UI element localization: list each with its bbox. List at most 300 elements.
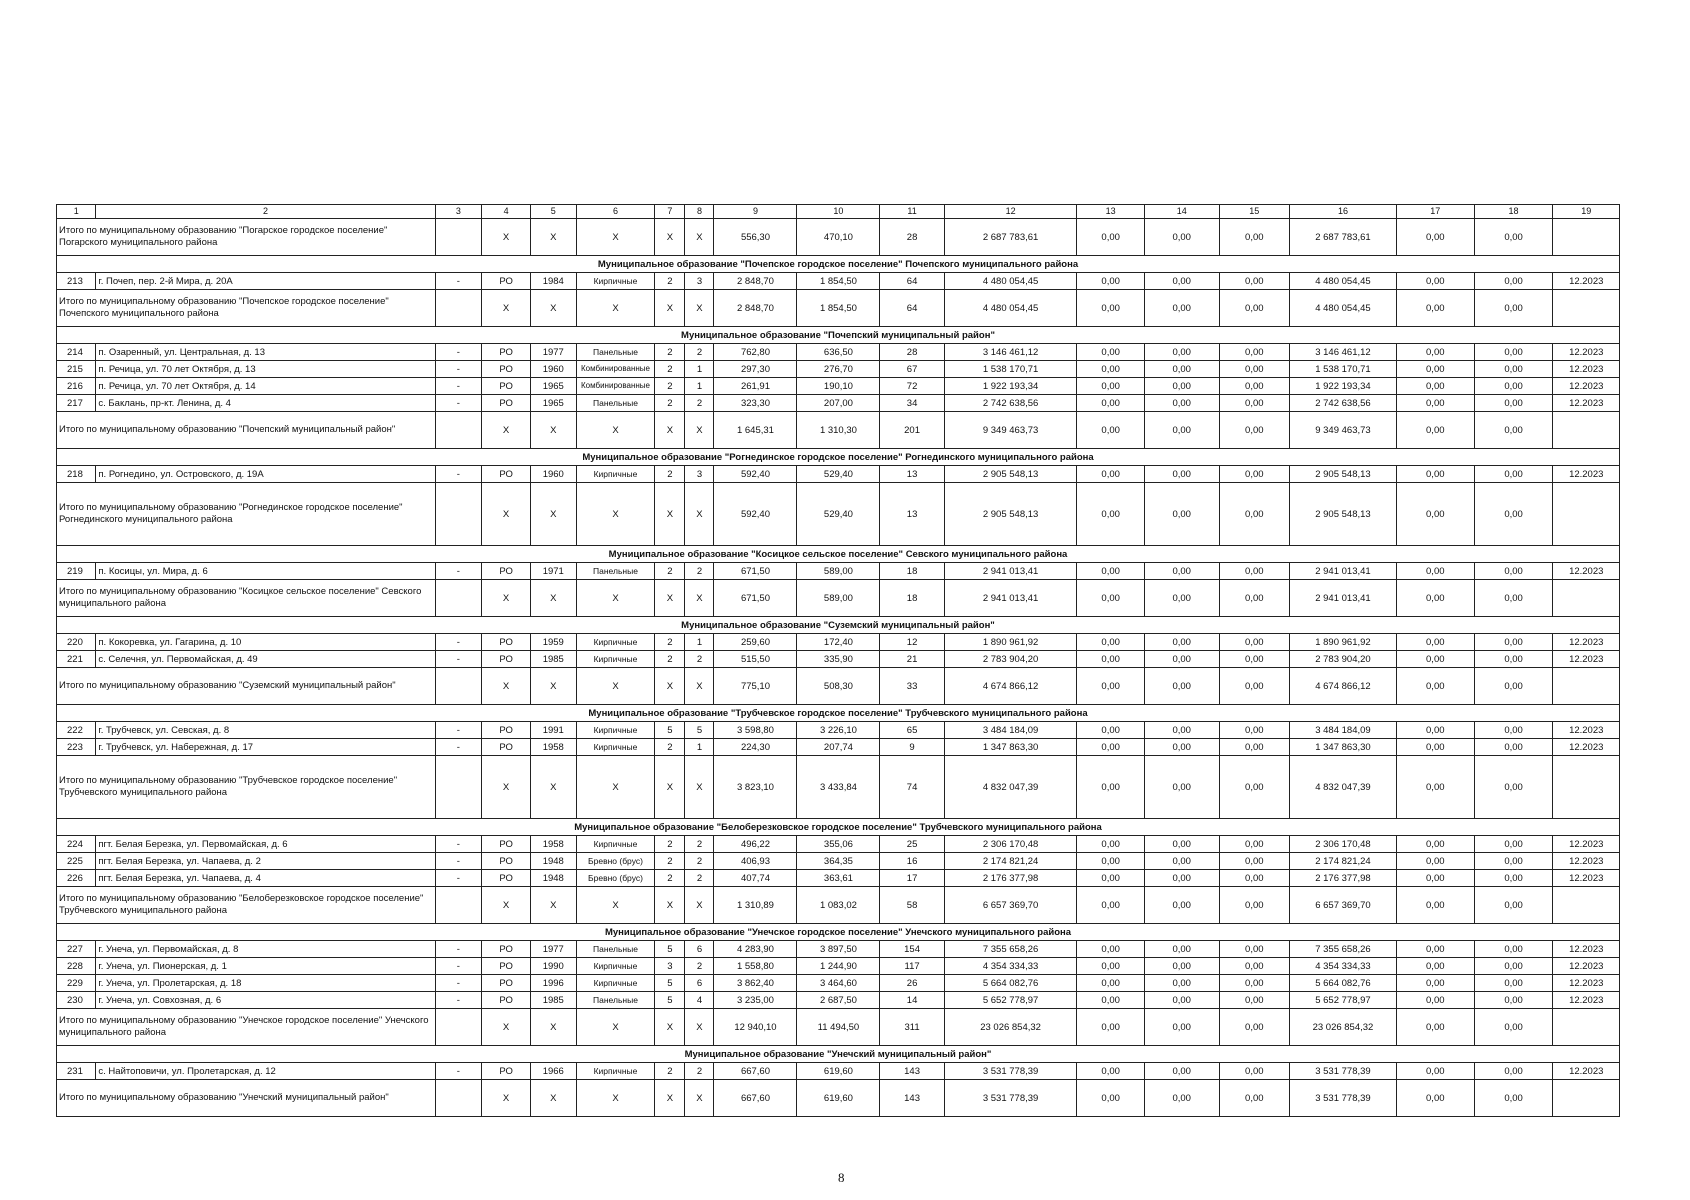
- table-cell: 0,00: [1077, 344, 1144, 361]
- subtotal-cell: 3 531 778,39: [1290, 1080, 1397, 1117]
- table-cell: РО: [482, 634, 531, 651]
- table-cell: 1971: [530, 563, 576, 580]
- table-cell: 0,00: [1396, 836, 1474, 853]
- subtotal-cell: 775,10: [714, 668, 797, 705]
- table-cell: 406,93: [714, 853, 797, 870]
- table-cell: 0,00: [1077, 651, 1144, 668]
- table-cell: 12.2023: [1553, 836, 1620, 853]
- table-cell: 65: [880, 722, 944, 739]
- table-row: [57, 651, 1620, 668]
- table-cell: 2: [685, 395, 714, 412]
- table-cell: РО: [482, 836, 531, 853]
- table-cell: 0,00: [1077, 739, 1144, 756]
- table-cell: 0,00: [1144, 853, 1219, 870]
- table-cell: 1 347 863,30: [1290, 739, 1397, 756]
- table-cell: 0,00: [1396, 941, 1474, 958]
- subtotal-cell: 11 494,50: [797, 1009, 880, 1046]
- table-cell: 13: [880, 466, 944, 483]
- subtotal-label: Итого по муниципальному образованию "Погарское городское поселение" Погарского муниципального района: [57, 219, 436, 256]
- subtotal-cell: 0,00: [1396, 219, 1474, 256]
- table-cell: 0,00: [1219, 853, 1290, 870]
- table-cell: 0,00: [1219, 992, 1290, 1009]
- table-cell: 12.2023: [1553, 378, 1620, 395]
- subtotal-cell: 13: [880, 483, 944, 546]
- table-row: [57, 361, 1620, 378]
- wall-material-cell: Кирпичные: [576, 958, 655, 975]
- row-number-cell: 214: [57, 344, 96, 361]
- subtotal-cell: 619,60: [797, 1080, 880, 1117]
- table-cell: -: [435, 958, 482, 975]
- table-cell: 3 146 461,12: [944, 344, 1077, 361]
- table-cell: -: [435, 273, 482, 290]
- address-cell: с. Найтоповичи, ул. Пролетарская, д. 12: [96, 1063, 435, 1080]
- table-cell: 207,74: [797, 739, 880, 756]
- subtotal-cell: 58: [880, 887, 944, 924]
- subtotal-cell: 0,00: [1396, 756, 1474, 819]
- table-cell: 1 890 961,92: [944, 634, 1077, 651]
- table-cell: 0,00: [1219, 958, 1290, 975]
- table-cell: 589,00: [797, 563, 880, 580]
- subtotal-cell: 0,00: [1219, 1080, 1290, 1117]
- table-cell: 0,00: [1396, 634, 1474, 651]
- subtotal-label: Итого по муниципальному образованию "Косицкое сельское поселение" Севского муниципального района: [57, 580, 436, 617]
- table-cell: 2: [685, 853, 714, 870]
- table-cell: 3 484 184,09: [944, 722, 1077, 739]
- section-header-row: [57, 256, 1620, 273]
- table-cell: 0,00: [1474, 722, 1553, 739]
- table-cell: 2: [655, 563, 685, 580]
- table-cell: -: [435, 378, 482, 395]
- column-number-cell: 12: [944, 205, 1077, 219]
- row-number-cell: 223: [57, 739, 96, 756]
- table-cell: 12: [880, 634, 944, 651]
- table-row: [57, 344, 1620, 361]
- table-cell: РО: [482, 853, 531, 870]
- subtotal-cell: [435, 756, 482, 819]
- table-cell: 0,00: [1474, 870, 1553, 887]
- wall-material-cell: Бревно (брус): [576, 853, 655, 870]
- address-cell: с. Баклань, пр-кт. Ленина, д. 4: [96, 395, 435, 412]
- subtotal-cell: 0,00: [1396, 580, 1474, 617]
- address-cell: п. Кокоревка, ул. Гагарина, д. 10: [96, 634, 435, 651]
- table-cell: 0,00: [1474, 273, 1553, 290]
- table-cell: 0,00: [1144, 975, 1219, 992]
- table-cell: 1: [685, 634, 714, 651]
- table-cell: 0,00: [1219, 870, 1290, 887]
- address-cell: п. Речица, ул. 70 лет Октября, д. 14: [96, 378, 435, 395]
- subtotal-cell: [1553, 290, 1620, 327]
- column-number-cell: 1: [57, 205, 96, 219]
- section-title: Муниципальное образование "Рогнединское городское поселение" Рогнединского муниципального района: [57, 449, 1620, 466]
- subtotal-label: Итого по муниципальному образованию "Суземский муниципальный район": [57, 668, 436, 705]
- table-cell: 297,30: [714, 361, 797, 378]
- table-cell: 1965: [530, 395, 576, 412]
- subtotal-cell: 0,00: [1144, 580, 1219, 617]
- wall-material-cell: Панельные: [576, 941, 655, 958]
- subtotal-cell: X: [530, 1080, 576, 1117]
- table-cell: 2: [655, 870, 685, 887]
- table-cell: 0,00: [1474, 853, 1553, 870]
- table-cell: 0,00: [1474, 344, 1553, 361]
- subtotal-cell: X: [576, 290, 655, 327]
- subtotal-cell: 0,00: [1396, 668, 1474, 705]
- subtotal-cell: X: [655, 580, 685, 617]
- table-cell: 207,00: [797, 395, 880, 412]
- table-cell: 0,00: [1144, 870, 1219, 887]
- subtotal-cell: 1 083,02: [797, 887, 880, 924]
- table-cell: 0,00: [1396, 722, 1474, 739]
- subtotal-cell: X: [482, 1009, 531, 1046]
- table-cell: 2 742 638,56: [944, 395, 1077, 412]
- table-cell: 12.2023: [1553, 975, 1620, 992]
- table-cell: 0,00: [1144, 958, 1219, 975]
- table-cell: 0,00: [1077, 958, 1144, 975]
- subtotal-cell: X: [530, 412, 576, 449]
- subtotal-cell: X: [530, 290, 576, 327]
- subtotal-cell: 667,60: [714, 1080, 797, 1117]
- subtotal-cell: X: [530, 483, 576, 546]
- table-cell: 2: [655, 361, 685, 378]
- table-cell: 1958: [530, 836, 576, 853]
- table-row: [57, 992, 1620, 1009]
- table-cell: 1 890 961,92: [1290, 634, 1397, 651]
- table-cell: 2: [685, 836, 714, 853]
- subtotal-cell: 0,00: [1219, 756, 1290, 819]
- subtotal-cell: 9 349 463,73: [944, 412, 1077, 449]
- subtotal-cell: X: [655, 219, 685, 256]
- row-number-cell: 221: [57, 651, 96, 668]
- subtotal-cell: 0,00: [1474, 756, 1553, 819]
- subtotal-cell: 0,00: [1474, 580, 1553, 617]
- subtotal-cell: X: [576, 580, 655, 617]
- table-cell: 25: [880, 836, 944, 853]
- subtotal-cell: X: [530, 219, 576, 256]
- subtotal-cell: 23 026 854,32: [1290, 1009, 1397, 1046]
- subtotal-cell: [1553, 412, 1620, 449]
- table-cell: РО: [482, 975, 531, 992]
- table-cell: 3 862,40: [714, 975, 797, 992]
- table-cell: 0,00: [1474, 563, 1553, 580]
- table-cell: 0,00: [1077, 853, 1144, 870]
- table-cell: 0,00: [1077, 1063, 1144, 1080]
- subtotal-cell: 0,00: [1219, 580, 1290, 617]
- wall-material-cell: Панельные: [576, 563, 655, 580]
- table-cell: 64: [880, 273, 944, 290]
- wall-material-cell: Кирпичные: [576, 273, 655, 290]
- table-cell: 667,60: [714, 1063, 797, 1080]
- table-cell: 0,00: [1396, 870, 1474, 887]
- table-cell: 529,40: [797, 466, 880, 483]
- table-cell: 0,00: [1077, 941, 1144, 958]
- row-number-cell: 226: [57, 870, 96, 887]
- address-cell: г. Унеча, ул. Первомайская, д. 8: [96, 941, 435, 958]
- table-cell: 2: [655, 378, 685, 395]
- subtotal-cell: 3 433,84: [797, 756, 880, 819]
- table-cell: 2 783 904,20: [944, 651, 1077, 668]
- table-cell: 3 146 461,12: [1290, 344, 1397, 361]
- table-cell: 0,00: [1396, 395, 1474, 412]
- subtotal-cell: [1553, 483, 1620, 546]
- wall-material-cell: Кирпичные: [576, 975, 655, 992]
- table-cell: 0,00: [1474, 958, 1553, 975]
- table-cell: 1977: [530, 941, 576, 958]
- subtotal-cell: 0,00: [1396, 412, 1474, 449]
- subtotal-cell: 0,00: [1144, 290, 1219, 327]
- table-cell: РО: [482, 344, 531, 361]
- section-title: Муниципальное образование "Унечское городское поселение" Унечского муниципального района: [57, 924, 1620, 941]
- subtotal-cell: [435, 1080, 482, 1117]
- table-cell: 0,00: [1144, 941, 1219, 958]
- table-cell: 2: [655, 1063, 685, 1080]
- subtotal-cell: X: [482, 580, 531, 617]
- address-cell: г. Унеча, ул. Пионерская, д. 1: [96, 958, 435, 975]
- address-cell: г. Почеп, пер. 2-й Мира, д. 20А: [96, 273, 435, 290]
- table-cell: 0,00: [1144, 466, 1219, 483]
- table-cell: 12.2023: [1553, 395, 1620, 412]
- subtotal-cell: 1 310,89: [714, 887, 797, 924]
- subtotal-cell: 0,00: [1219, 412, 1290, 449]
- table-cell: РО: [482, 378, 531, 395]
- table-cell: 12.2023: [1553, 344, 1620, 361]
- table-cell: 0,00: [1077, 378, 1144, 395]
- table-cell: 2: [655, 395, 685, 412]
- subtotal-cell: 6 657 369,70: [1290, 887, 1397, 924]
- column-number-row: [57, 205, 1620, 219]
- subtotal-cell: 9 349 463,73: [1290, 412, 1397, 449]
- table-cell: 2: [655, 634, 685, 651]
- table-cell: 355,06: [797, 836, 880, 853]
- row-number-cell: 213: [57, 273, 96, 290]
- table-row: [57, 853, 1620, 870]
- row-number-cell: 228: [57, 958, 96, 975]
- table-cell: 7 355 658,26: [944, 941, 1077, 958]
- table-cell: 0,00: [1077, 361, 1144, 378]
- table-cell: 3 531 778,39: [1290, 1063, 1397, 1080]
- table-cell: 5: [655, 992, 685, 1009]
- subtotal-cell: 0,00: [1396, 1080, 1474, 1117]
- table-cell: 0,00: [1144, 651, 1219, 668]
- table-cell: 0,00: [1219, 378, 1290, 395]
- subtotal-cell: 4 674 866,12: [944, 668, 1077, 705]
- table-cell: 4 354 334,33: [1290, 958, 1397, 975]
- subtotal-label: Итого по муниципальному образованию "Рогнединское городское поселение" Рогнединского муниципального района: [57, 483, 436, 546]
- subtotal-cell: 6 657 369,70: [944, 887, 1077, 924]
- table-cell: 0,00: [1474, 634, 1553, 651]
- table-row: [57, 870, 1620, 887]
- subtotal-cell: X: [482, 290, 531, 327]
- table-cell: 18: [880, 563, 944, 580]
- table-cell: -: [435, 344, 482, 361]
- section-header-row: [57, 1046, 1620, 1063]
- wall-material-cell: Кирпичные: [576, 466, 655, 483]
- section-title: Муниципальное образование "Трубчевское городское поселение" Трубчевского муниципального района: [57, 705, 1620, 722]
- subtotal-cell: 0,00: [1474, 887, 1553, 924]
- table-cell: 4 480 054,45: [1290, 273, 1397, 290]
- table-cell: 2: [655, 853, 685, 870]
- table-cell: 0,00: [1219, 361, 1290, 378]
- subtotal-cell: 0,00: [1474, 668, 1553, 705]
- subtotal-cell: 0,00: [1474, 412, 1553, 449]
- table-cell: 190,10: [797, 378, 880, 395]
- subtotal-cell: X: [685, 1009, 714, 1046]
- table-cell: 2: [685, 870, 714, 887]
- subtotal-row: [57, 580, 1620, 617]
- table-cell: РО: [482, 361, 531, 378]
- wall-material-cell: Бревно (брус): [576, 870, 655, 887]
- subtotal-cell: 4 832 047,39: [944, 756, 1077, 819]
- subtotal-row: [57, 412, 1620, 449]
- table-cell: 1985: [530, 651, 576, 668]
- table-cell: 1 538 170,71: [1290, 361, 1397, 378]
- subtotal-cell: X: [482, 483, 531, 546]
- table-cell: 26: [880, 975, 944, 992]
- subtotal-cell: X: [685, 668, 714, 705]
- table-cell: 0,00: [1219, 466, 1290, 483]
- table-cell: 172,40: [797, 634, 880, 651]
- section-title: Муниципальное образование "Почепское городское поселение" Почепского муниципального района: [57, 256, 1620, 273]
- subtotal-cell: 0,00: [1219, 1009, 1290, 1046]
- subtotal-cell: [1553, 1080, 1620, 1117]
- table-cell: -: [435, 941, 482, 958]
- table-cell: 1960: [530, 361, 576, 378]
- table-cell: РО: [482, 651, 531, 668]
- table-cell: 2 783 904,20: [1290, 651, 1397, 668]
- subtotal-cell: 0,00: [1144, 1009, 1219, 1046]
- section-title: Муниципальное образование "Суземский муниципальный район": [57, 617, 1620, 634]
- subtotal-cell: X: [482, 412, 531, 449]
- column-number-cell: 4: [482, 205, 531, 219]
- table-cell: 2: [655, 651, 685, 668]
- table-cell: 2: [655, 739, 685, 756]
- table-row: [57, 958, 1620, 975]
- address-cell: с. Селечня, ул. Первомайская, д. 49: [96, 651, 435, 668]
- table-cell: 17: [880, 870, 944, 887]
- subtotal-cell: 2 687 783,61: [944, 219, 1077, 256]
- table-cell: РО: [482, 466, 531, 483]
- table-cell: 1996: [530, 975, 576, 992]
- subtotal-row: [57, 1080, 1620, 1117]
- section-header-row: [57, 327, 1620, 344]
- subtotal-row: [57, 219, 1620, 256]
- subtotal-cell: 0,00: [1474, 483, 1553, 546]
- table-row: [57, 941, 1620, 958]
- address-cell: г. Унеча, ул. Пролетарская, д. 18: [96, 975, 435, 992]
- table-cell: -: [435, 361, 482, 378]
- table-row: [57, 975, 1620, 992]
- subtotal-cell: [435, 887, 482, 924]
- section-header-row: [57, 546, 1620, 563]
- subtotal-cell: X: [576, 219, 655, 256]
- table-cell: 0,00: [1396, 651, 1474, 668]
- wall-material-cell: Кирпичные: [576, 651, 655, 668]
- table-cell: 5: [685, 722, 714, 739]
- table-cell: 496,22: [714, 836, 797, 853]
- table-cell: 2: [685, 1063, 714, 1080]
- table-cell: РО: [482, 941, 531, 958]
- table-cell: 0,00: [1396, 992, 1474, 1009]
- table-cell: РО: [482, 722, 531, 739]
- subtotal-cell: X: [685, 887, 714, 924]
- table-cell: 12.2023: [1553, 651, 1620, 668]
- subtotal-cell: 0,00: [1219, 668, 1290, 705]
- table-cell: -: [435, 975, 482, 992]
- table-cell: 3 484 184,09: [1290, 722, 1397, 739]
- subtotal-cell: 33: [880, 668, 944, 705]
- subtotal-cell: X: [655, 1080, 685, 1117]
- table-cell: 0,00: [1474, 361, 1553, 378]
- table-cell: 12.2023: [1553, 722, 1620, 739]
- table-cell: 12.2023: [1553, 958, 1620, 975]
- table-cell: 1 922 193,34: [944, 378, 1077, 395]
- subtotal-cell: 74: [880, 756, 944, 819]
- table-cell: -: [435, 651, 482, 668]
- table-cell: 1984: [530, 273, 576, 290]
- subtotal-cell: X: [530, 1009, 576, 1046]
- table-cell: 0,00: [1396, 739, 1474, 756]
- subtotal-cell: X: [685, 412, 714, 449]
- wall-material-cell: Панельные: [576, 992, 655, 1009]
- section-header-row: [57, 617, 1620, 634]
- table-cell: 2 174 821,24: [1290, 853, 1397, 870]
- column-number-cell: 8: [685, 205, 714, 219]
- table-cell: 0,00: [1144, 634, 1219, 651]
- subtotal-cell: X: [576, 756, 655, 819]
- subtotal-cell: 64: [880, 290, 944, 327]
- table-cell: 0,00: [1077, 273, 1144, 290]
- table-cell: 0,00: [1396, 466, 1474, 483]
- subtotal-cell: 0,00: [1219, 219, 1290, 256]
- table-cell: 0,00: [1144, 361, 1219, 378]
- table-cell: 671,50: [714, 563, 797, 580]
- row-number-cell: 229: [57, 975, 96, 992]
- row-number-cell: 217: [57, 395, 96, 412]
- subtotal-cell: 589,00: [797, 580, 880, 617]
- table-cell: 0,00: [1144, 836, 1219, 853]
- subtotal-cell: X: [685, 219, 714, 256]
- table-cell: 323,30: [714, 395, 797, 412]
- subtotal-cell: X: [530, 580, 576, 617]
- subtotal-label: Итого по муниципальному образованию "Унечское городское поселение" Унечского муниципального района: [57, 1009, 436, 1046]
- subtotal-cell: 0,00: [1396, 887, 1474, 924]
- subtotal-cell: 4 480 054,45: [944, 290, 1077, 327]
- table-cell: 0,00: [1219, 836, 1290, 853]
- table-cell: -: [435, 836, 482, 853]
- table-row: [57, 273, 1620, 290]
- section-title: Муниципальное образование "Унечский муниципальный район": [57, 1046, 1620, 1063]
- table-cell: -: [435, 563, 482, 580]
- subtotal-cell: 311: [880, 1009, 944, 1046]
- address-cell: г. Трубчевск, ул. Набережная, д. 17: [96, 739, 435, 756]
- wall-material-cell: Панельные: [576, 344, 655, 361]
- table-row: [57, 395, 1620, 412]
- subtotal-cell: 0,00: [1077, 412, 1144, 449]
- table-cell: 0,00: [1219, 1063, 1290, 1080]
- table-cell: 6: [685, 941, 714, 958]
- table-cell: 0,00: [1474, 1063, 1553, 1080]
- subtotal-cell: 0,00: [1144, 412, 1219, 449]
- table-cell: 2: [685, 344, 714, 361]
- subtotal-cell: 0,00: [1077, 580, 1144, 617]
- subtotal-cell: 0,00: [1396, 290, 1474, 327]
- table-cell: -: [435, 853, 482, 870]
- subtotal-cell: X: [482, 219, 531, 256]
- subtotal-cell: [1553, 887, 1620, 924]
- address-cell: п. Косицы, ул. Мира, д. 6: [96, 563, 435, 580]
- table-cell: 363,61: [797, 870, 880, 887]
- table-cell: 2 306 170,48: [944, 836, 1077, 853]
- table-cell: 117: [880, 958, 944, 975]
- column-number-cell: 10: [797, 205, 880, 219]
